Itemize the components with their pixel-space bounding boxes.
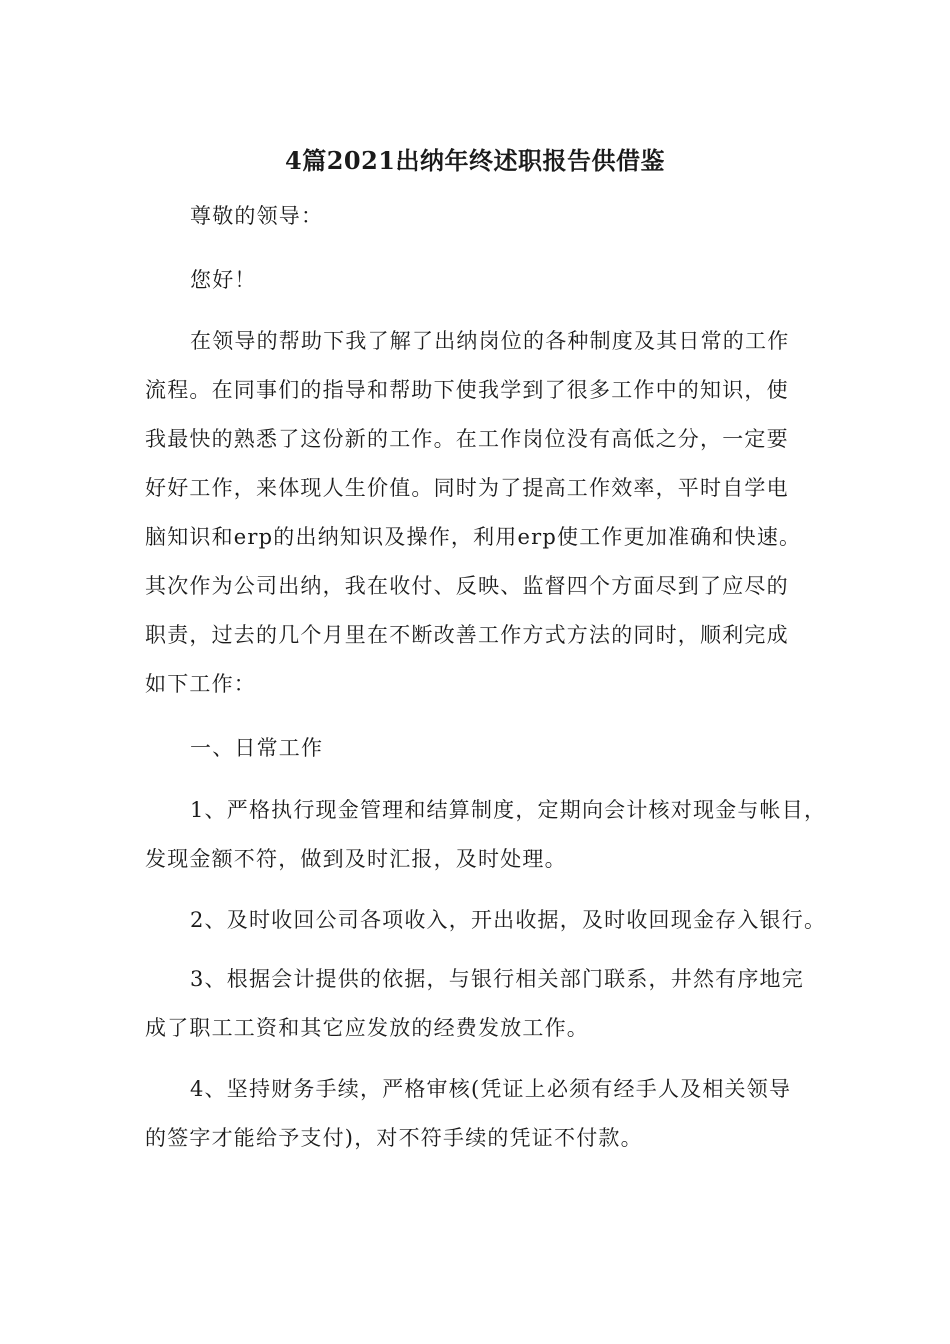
paragraph-line: 4、坚持财务手续，严格审核(凭证上必须有经手人及相关领导 [190,1077,792,1101]
paragraph-line: 我最快的熟悉了这份新的工作。在工作岗位没有高低之分，一定要 [145,427,789,451]
list-item-4 [145,1065,825,1163]
paragraph-line: 1、严格执行现金管理和结算制度，定期向会计核对现金与帐目， [190,798,827,822]
paragraph-line: 2、及时收回公司各项收入，开出收据，及时收回现金存入银行。 [190,908,827,932]
paragraph-line: 其次作为公司出纳，我在收付、反映、监督四个方面尽到了应尽的 [145,574,789,598]
document-title: 4篇2021出纳年终述职报告供借鉴 [285,146,665,175]
paragraph-line: 成了职工工资和其它应发放的经费发放工作。 [145,1016,589,1040]
list-item-2 [145,896,825,945]
paragraph-line: 3、根据会计提供的依据，与银行相关部门联系，井然有序地完 [190,967,804,991]
paragraph-line: 的签字才能给予支付)，对不符手续的凭证不付款。 [145,1126,643,1150]
salutation-paragraph [145,192,825,241]
greeting-paragraph [145,256,825,305]
greeting: 您好！ [190,268,257,292]
paragraph-line: 如下工作： [145,672,256,696]
paragraph-line: 流程。在同事们的指导和帮助下使我学到了很多工作中的知识，使 [145,378,789,402]
intro-paragraph [145,317,825,709]
section-heading: 一、日常工作 [190,736,324,760]
paragraph-line: 脑知识和erp的出纳知识及操作，利用erp使工作更加准确和快速。 [145,525,802,549]
list-item-3 [145,955,825,1053]
salutation: 尊敬的领导： [190,204,324,228]
paragraph-line: 职责，过去的几个月里在不断改善工作方式方法的同时，顺利完成 [145,623,789,647]
list-item-1 [145,786,825,884]
paragraph-line: 发现金额不符，做到及时汇报，及时处理。 [145,847,567,871]
section-heading-paragraph [145,724,825,773]
paragraph-line: 在领导的帮助下我了解了出纳岗位的各种制度及其日常的工作 [190,329,790,353]
paragraph-line: 好好工作，来体现人生价值。同时为了提高工作效率，平时自学电 [145,476,789,500]
